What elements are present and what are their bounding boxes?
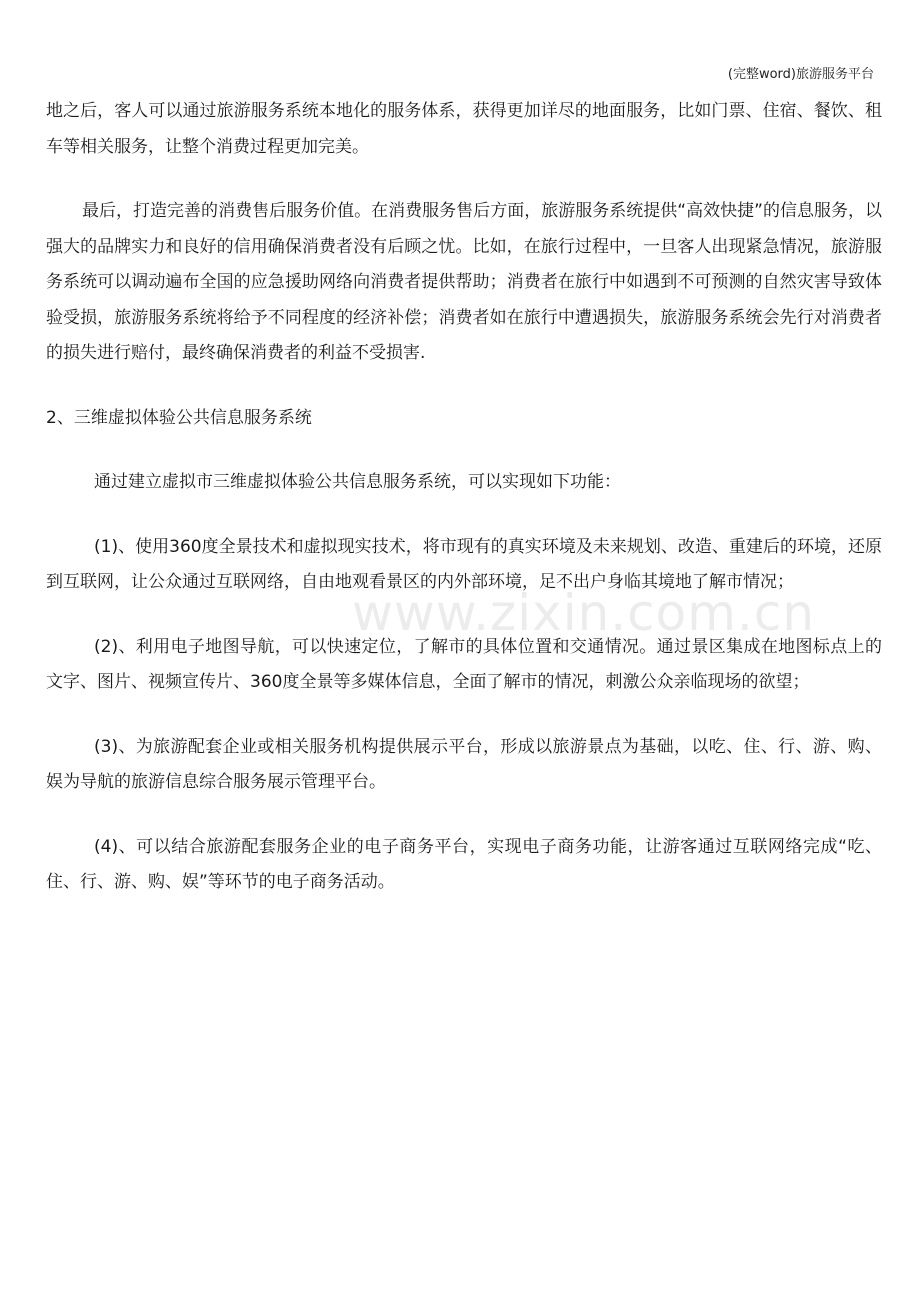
running-header: (完整word)旅游服务平台 <box>727 67 874 82</box>
document-body <box>46 94 882 930</box>
paragraph-intro: 通过建立虚拟市三维虚拟体验公共信息服务系统，可以实现如下功能： <box>94 472 621 492</box>
paragraph-item-1: (1)、使用360度全景技术和虚拟现实技术，将市现有的真实环境及未来规划、改造、重建后的环境，还原到互联网，让公众通过互联网络，自由地观看景区的内外部环境，足不出户身临其境地了解市情况； <box>46 536 882 592</box>
paragraph-continuation: 地之后，客人可以通过旅游服务系统本地化的服务体系，获得更加详尽的地面服务，比如门票、住宿、餐饮、租车等相关服务，让整个消费过程更加完美。 <box>46 101 882 157</box>
paragraph-after-sales: 最后，打造完善的消费售后服务价值。在消费服务售后方面，旅游服务系统提供“高效快捷”的信息服务，以强大的品牌实力和良好的信用确保消费者没有后顾之忧。比如，在旅行过程中，一旦客人出现紧急情况，旅游服务系统可以调动遍布全国的应急援助网络向消费者提供帮助；消费者在旅行中如遇到不可预测的自然灾害导致体验受损，旅游服务系统将给予不同程度的经济补偿；消费者如在旅行中遭遇损失，旅游服务系统会先行对消费者的损失进行赔付，最终确保消费者的利益不受损害. <box>46 201 882 363</box>
paragraph-item-2: (2)、利用电子地图导航，可以快速定位，了解市的具体位置和交通情况。通过景区集成在地图标点上的文字、图片、视频宣传片、360度全景等多媒体信息，全面了解市的情况，刺激公众亲临现场的欲望； <box>46 636 882 692</box>
paragraph-item-4: (4)、可以结合旅游配套服务企业的电子商务平台，实现电子商务功能，让游客通过互联网络完成“吃、住、行、游、购、娱”等环节的电子商务活动。 <box>46 836 882 892</box>
watermark: www.zixin.com.cn <box>352 584 816 642</box>
section-heading: 2、三维虚拟体验公共信息服务系统 <box>46 407 312 428</box>
paragraph-item-3: (3)、为旅游配套企业或相关服务机构提供展示平台，形成以旅游景点为基础，以吃、住、行、游、购、娱为导航的旅游信息综合服务展示管理平台。 <box>46 736 882 792</box>
